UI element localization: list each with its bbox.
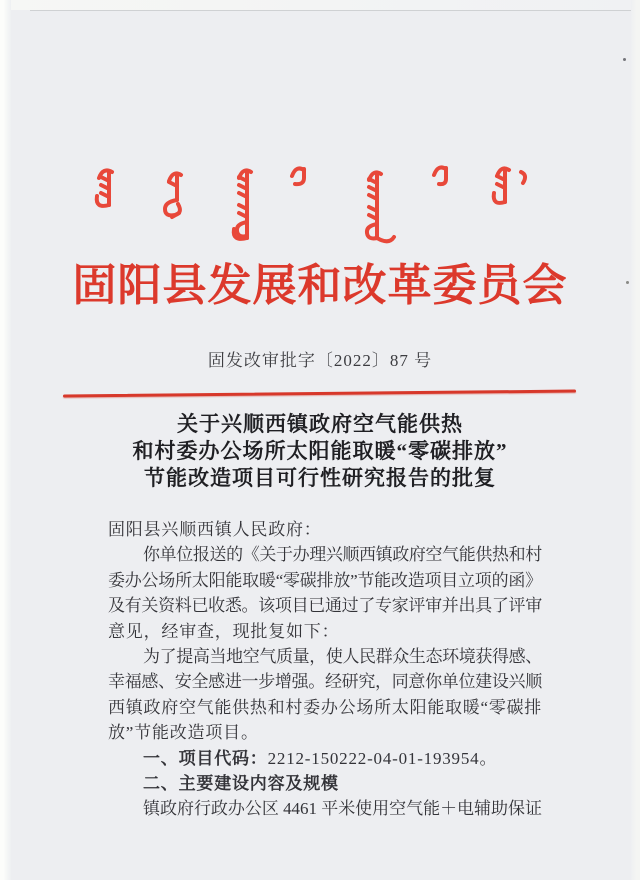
body-line bbox=[108, 644, 542, 669]
document-title-line: 节能改造项目可行性研究报告的批复 bbox=[144, 466, 496, 490]
body-line bbox=[108, 517, 542, 542]
body-line bbox=[108, 593, 542, 618]
body-line bbox=[108, 746, 542, 771]
body-line bbox=[108, 695, 542, 720]
body-line-text: 镇政府行政办公区 4461 平米使用空气能＋电辅助保证 bbox=[143, 799, 542, 819]
body-line-text: 放”节能改造项目。 bbox=[108, 723, 259, 743]
body-line-text: 西镇政府空气能供热和村委办公场所太阳能取暖“零碳排 bbox=[108, 697, 543, 717]
mongolian-word bbox=[292, 168, 304, 184]
scan-speck bbox=[623, 58, 626, 61]
mongolian-word bbox=[234, 170, 251, 239]
document-title-line: 和村委办公场所太阳能取暖“零碳排放” bbox=[132, 439, 508, 463]
agency-name: 固阳县发展和改革委员会 bbox=[72, 261, 568, 310]
body-line-text: 幸福感、安全感进一步增强。经研究，同意你单位建设兴顺 bbox=[108, 672, 542, 692]
body-line-bold-text: 一、项目代码： bbox=[143, 748, 268, 768]
document-title-line: 关于兴顺西镇政府空气能供热 bbox=[177, 412, 463, 436]
scan-top-edge bbox=[0, 0, 640, 10]
body-lines bbox=[108, 517, 542, 822]
body-line bbox=[108, 771, 542, 796]
body-line bbox=[108, 796, 542, 821]
body-line bbox=[108, 542, 542, 567]
document-number: 固发改审批字〔2022〕87 号 bbox=[207, 351, 433, 370]
body-line bbox=[108, 568, 542, 593]
body-line-text: 及有关资料已收悉。该项目已通过了专家评审并出具了评审 bbox=[108, 596, 542, 616]
red-divider-line bbox=[63, 390, 576, 398]
body-line-text: 2212-150222-04-01-193954。 bbox=[267, 748, 498, 768]
mongolian-word bbox=[97, 170, 112, 206]
body-line-text: 意见，经审查，现批复如下： bbox=[108, 621, 340, 641]
body-line-text: 为了提高当地空气质量，使人民群众生态环境获得感、 bbox=[143, 646, 542, 666]
mongolian-word bbox=[165, 173, 181, 217]
mongolian-script-header-icon bbox=[0, 150, 640, 260]
mongolian-word bbox=[494, 168, 525, 203]
paper-top-edge-line bbox=[30, 10, 640, 11]
body-line-text: 委办公场所太阳能取暖“零碳排放”节能改造项目立项的函》 bbox=[108, 570, 542, 590]
body-line-text: 固阳县兴顺西镇人民政府： bbox=[108, 520, 322, 539]
document-title bbox=[0, 411, 640, 492]
mongolian-word bbox=[434, 167, 446, 184]
body-line-text: 你单位报送的《关于办理兴顺西镇政府空气能供热和村 bbox=[143, 545, 542, 565]
mongolian-word bbox=[367, 172, 394, 241]
body-line bbox=[108, 619, 542, 644]
body-line-bold-text: 二、主要建设内容及规模 bbox=[143, 773, 339, 793]
body-line bbox=[108, 720, 542, 745]
body-line bbox=[108, 669, 542, 694]
